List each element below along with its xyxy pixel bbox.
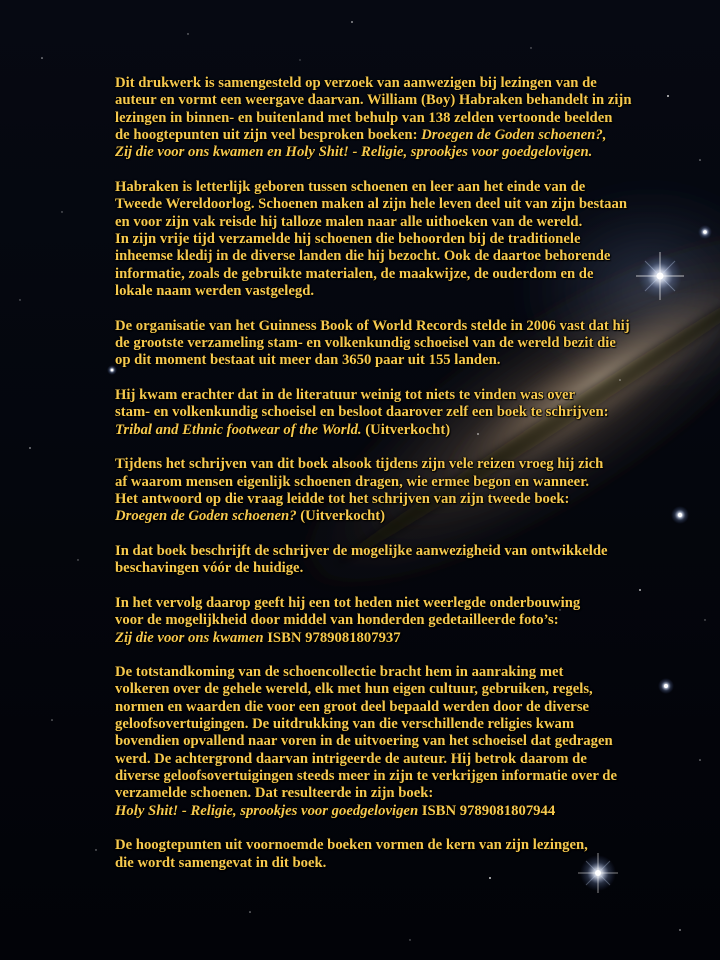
- line-text: De totstandkoming van de schoencollectie bracht hem in aanraking met: [115, 664, 564, 681]
- line-text: informatie, zoals de gebruikte materialen, de maakwijze, de ouderdom en de: [115, 265, 594, 282]
- line-text: inheemse kledij in de diverse landen die hij bezocht. Ook de daartoe behorende: [115, 248, 611, 265]
- line-text: Tweede Wereldoorlog. Schoenen maken al zijn hele leven deel uit van zijn bestaan: [115, 196, 628, 213]
- text-line: [115, 75, 695, 92]
- text-line: [115, 214, 695, 231]
- line-text: In dat boek beschrijft de schrijver de mogelijke aanwezigheid van ontwikkelde: [115, 542, 608, 559]
- line-text: stam- en volkenkundig schoeisel en besloot daarover zelf een boek te schrijven:: [115, 404, 609, 421]
- line-text: auteur en vormt een weergave daarvan. William (Boy) Habraken behandelt in zijn: [115, 92, 632, 109]
- text-line: [115, 456, 695, 473]
- line-text: beschavingen vóór de huidige.: [115, 560, 304, 577]
- line-text: Dit drukwerk is samengesteld op verzoek van aanwezigen bij lezingen van de: [115, 75, 597, 91]
- line-text: geloofsovertuigingen. De uitdrukking van die verschillende religies kwam: [115, 716, 575, 733]
- text-line: [115, 352, 695, 369]
- text-line: [115, 266, 695, 283]
- line-text: volkeren over de gehele wereld, elk met hun eigen cultuur, gebruiken, regels,: [115, 681, 593, 698]
- line-text: Hij kwam erachter dat in de literatuur weinig tot niets te vinden was over: [115, 386, 576, 403]
- line-text: Habraken is letterlijk geboren tussen schoenen en leer aan het einde van de: [115, 178, 586, 195]
- line-text: normen en waarden die voor een groot deel bepaald werden door de diverse: [115, 698, 590, 715]
- text-line: [115, 231, 695, 248]
- line-text: diverse geloofsovertuigingen steeds meer in zijn te verkrijgen informatie over de: [115, 768, 617, 785]
- book-title: Droegen de Goden schoenen?,: [421, 126, 607, 143]
- paragraph-intro: [115, 75, 695, 162]
- line-text: lezingen in binnen- en buitenland met behulp van 138 zelden vertoonde beelden: [115, 109, 613, 126]
- paragraph-third-book: [115, 595, 695, 647]
- text-line: [115, 855, 695, 872]
- line-text: op dit moment bestaat uit meer dan 3650 paar uit 155 landen.: [115, 352, 501, 369]
- text-line: [115, 664, 695, 681]
- text-line: [115, 543, 695, 560]
- text-line: [115, 179, 695, 196]
- availability-note: (Uitverkocht): [361, 421, 451, 438]
- line-text: In zijn vrije tijd verzamelde hij schoenen die behoorden bij de traditionele: [115, 230, 581, 247]
- line-text: De organisatie van het Guinness Book of World Records stelde in 2006 vast dat hij: [115, 317, 630, 334]
- paragraph-religion-book: [115, 664, 695, 820]
- text-line: [115, 630, 695, 647]
- line-text: In het vervolg daarop geeft hij een tot heden niet weerlegde onderbouwing: [115, 594, 581, 611]
- text-line: [115, 612, 695, 629]
- line-text: de grootste verzameling stam- en volkenkundig schoeisel van de wereld bezit die: [115, 334, 616, 351]
- text-line: [115, 422, 695, 439]
- text-line: [115, 733, 695, 750]
- text-line: [115, 404, 695, 421]
- paragraph-biography: [115, 179, 695, 300]
- paragraph-second-book: [115, 456, 695, 525]
- line-text: Het antwoord op die vraag leidde tot het schrijven van zijn tweede boek:: [115, 490, 570, 507]
- text-line: [115, 144, 695, 161]
- text-line: [115, 387, 695, 404]
- text-line: [115, 681, 695, 698]
- line-text: De hoogtepunten uit voornoemde boeken vormen de kern van zijn lezingen,: [115, 837, 588, 854]
- text-line: [115, 318, 695, 335]
- text-line: [115, 92, 695, 109]
- line-text: werd. De achtergrond daarvan intrigeerde de auteur. Hij betrok daarom de: [115, 750, 587, 767]
- line-text: voor de mogelijkheid door middel van honderden gedetailleerde foto’s:: [115, 612, 559, 629]
- text-line: [115, 837, 695, 854]
- star: [698, 225, 712, 239]
- text-line: [115, 751, 695, 768]
- paragraph-ancient-civilizations: [115, 543, 695, 578]
- line-text: bovendien opvallend naar voren in de uitvoering van het schoeisel dat gedragen: [115, 733, 613, 750]
- text-line: [115, 699, 695, 716]
- text-line: [115, 716, 695, 733]
- book-title: Droegen de Goden schoenen?: [115, 508, 297, 525]
- paragraph-conclusion: [115, 837, 695, 872]
- text-line: [115, 785, 695, 802]
- text-line: [115, 803, 695, 820]
- text-line: [115, 491, 695, 508]
- text-line: [115, 283, 695, 300]
- text-line: [115, 595, 695, 612]
- line-text: lokale naam werden vastgelegd.: [115, 282, 315, 299]
- text-line: [115, 474, 695, 491]
- text-line: [115, 508, 695, 525]
- book-title: Holy Shit! - Religie, sprookjes voor goedgelovigen: [115, 802, 419, 819]
- availability-note: (Uitverkocht): [296, 508, 386, 525]
- text-line: [115, 560, 695, 577]
- isbn: ISBN 9789081807937: [263, 629, 401, 646]
- text-line: [115, 127, 695, 144]
- text-line: [115, 196, 695, 213]
- line-text: en voor zijn vak reisde hij talloze malen naar alle uithoeken van de wereld.: [115, 213, 583, 230]
- text-line: [115, 248, 695, 265]
- line-text: verzamelde schoenen. Dat resulteerde in zijn boek:: [115, 785, 434, 802]
- text-line: [115, 768, 695, 785]
- body-text: [115, 75, 695, 872]
- text-line: [115, 110, 695, 127]
- line-text: die wordt samengevat in dit boek.: [115, 854, 327, 871]
- book-title: Zij die voor ons kwamen: [115, 629, 264, 646]
- line-text: Tijdens het schrijven van dit boek alsook tijdens zijn vele reizen vroeg hij zich: [115, 456, 604, 473]
- line-text: de hoogtepunten uit zijn veel besproken boeken:: [115, 126, 422, 143]
- text-line: [115, 335, 695, 352]
- paragraph-first-book: [115, 387, 695, 439]
- paragraph-guinness-record: [115, 318, 695, 370]
- line-text: af waarom mensen eigenlijk schoenen dragen, wie ermee begon en wanneer.: [115, 473, 590, 490]
- book-title: Tribal and Ethnic footwear of the World.: [115, 421, 362, 438]
- isbn: ISBN 9789081807944: [418, 802, 556, 819]
- book-title: Zij die voor ons kwamen en Holy Shit! - Religie, sprookjes voor goedgelovigen.: [115, 144, 593, 161]
